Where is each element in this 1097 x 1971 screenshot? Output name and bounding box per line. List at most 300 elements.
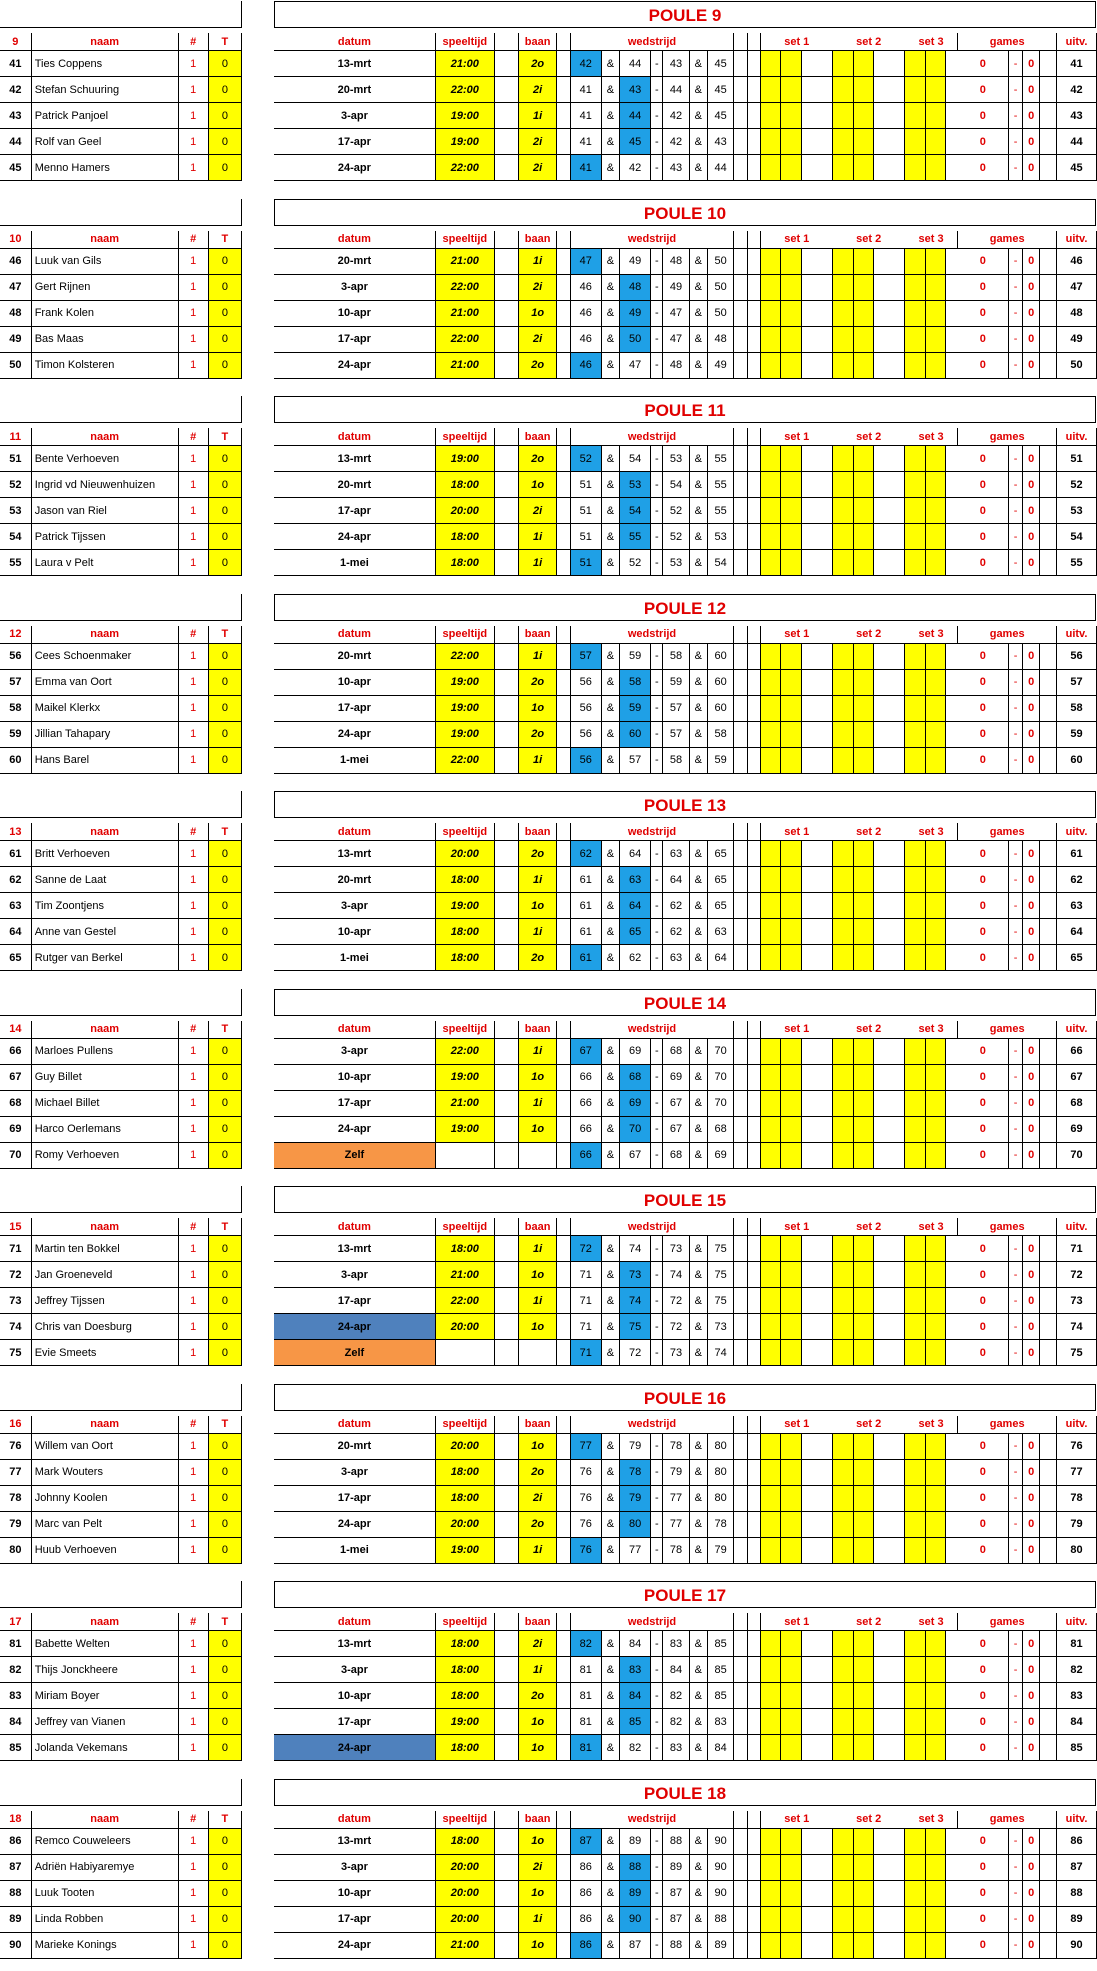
match-time[interactable]: 19:00 [435, 695, 494, 721]
match-time[interactable]: 20:00 [435, 1433, 494, 1459]
set2-score-a[interactable] [833, 1433, 853, 1459]
set1-score-a[interactable] [760, 498, 780, 524]
match-court[interactable]: 2o [518, 945, 557, 971]
player-t[interactable]: 0 [208, 1142, 241, 1168]
set1-score-b[interactable] [781, 893, 801, 919]
set3-score-a[interactable] [905, 498, 925, 524]
set1-score-b[interactable] [781, 1116, 801, 1142]
match-court[interactable]: 2i [518, 155, 557, 181]
set1-score-a[interactable] [760, 550, 780, 576]
set1-score-b[interactable] [781, 1262, 801, 1288]
player-t[interactable]: 0 [208, 248, 241, 274]
match-time[interactable]: 20:00 [435, 1314, 494, 1340]
player-t[interactable]: 0 [208, 274, 241, 300]
player-t[interactable]: 0 [208, 1038, 241, 1064]
match-court[interactable]: 2o [518, 1459, 557, 1485]
match-court[interactable]: 1o [518, 300, 557, 326]
set2-score-a[interactable] [833, 1511, 853, 1537]
player-t[interactable]: 0 [208, 1932, 241, 1958]
match-court[interactable]: 2o [518, 51, 557, 77]
set3-score-a[interactable] [905, 841, 925, 867]
match-time[interactable]: 19:00 [435, 1537, 494, 1563]
set2-score-a[interactable] [833, 919, 853, 945]
set1-score-a[interactable] [760, 1906, 780, 1932]
set3-score-b[interactable] [925, 1657, 945, 1683]
match-time[interactable]: 22:00 [435, 1038, 494, 1064]
set2-score-b[interactable] [853, 1262, 873, 1288]
player-t[interactable]: 0 [208, 721, 241, 747]
player-t[interactable]: 0 [208, 1485, 241, 1511]
set3-score-b[interactable] [925, 1090, 945, 1116]
match-time[interactable]: 18:00 [435, 867, 494, 893]
set3-score-a[interactable] [905, 51, 925, 77]
set2-score-a[interactable] [833, 643, 853, 669]
match-court[interactable]: 1o [518, 1433, 557, 1459]
set1-score-a[interactable] [760, 1038, 780, 1064]
set1-score-b[interactable] [781, 1932, 801, 1958]
match-time[interactable]: 20:00 [435, 1880, 494, 1906]
set2-score-b[interactable] [853, 77, 873, 103]
player-t[interactable]: 0 [208, 352, 241, 378]
set2-score-b[interactable] [853, 1116, 873, 1142]
match-time[interactable] [435, 1142, 494, 1168]
set2-score-a[interactable] [833, 103, 853, 129]
set1-score-b[interactable] [781, 867, 801, 893]
set2-score-a[interactable] [833, 1288, 853, 1314]
set2-score-b[interactable] [853, 1459, 873, 1485]
set3-score-a[interactable] [905, 1537, 925, 1563]
match-time[interactable]: 21:00 [435, 1932, 494, 1958]
set1-score-a[interactable] [760, 77, 780, 103]
set1-score-a[interactable] [760, 103, 780, 129]
set2-score-a[interactable] [833, 326, 853, 352]
set3-score-a[interactable] [905, 643, 925, 669]
match-time[interactable]: 18:00 [435, 550, 494, 576]
player-t[interactable]: 0 [208, 524, 241, 550]
set2-score-b[interactable] [853, 669, 873, 695]
set3-score-b[interactable] [925, 248, 945, 274]
set2-score-a[interactable] [833, 1459, 853, 1485]
match-court[interactable]: 2o [518, 1511, 557, 1537]
set3-score-b[interactable] [925, 1116, 945, 1142]
set3-score-a[interactable] [905, 919, 925, 945]
player-t[interactable]: 0 [208, 498, 241, 524]
player-t[interactable]: 0 [208, 1433, 241, 1459]
set1-score-a[interactable] [760, 1236, 780, 1262]
match-time[interactable]: 22:00 [435, 747, 494, 773]
set2-score-b[interactable] [853, 1537, 873, 1563]
match-time[interactable]: 18:00 [435, 1828, 494, 1854]
set3-score-b[interactable] [925, 1236, 945, 1262]
set2-score-a[interactable] [833, 1340, 853, 1366]
set3-score-b[interactable] [925, 498, 945, 524]
match-court[interactable] [518, 1142, 557, 1168]
match-time[interactable]: 22:00 [435, 1288, 494, 1314]
player-t[interactable]: 0 [208, 893, 241, 919]
set1-score-b[interactable] [781, 274, 801, 300]
set2-score-a[interactable] [833, 1657, 853, 1683]
match-court[interactable]: 2o [518, 841, 557, 867]
set3-score-b[interactable] [925, 1537, 945, 1563]
set1-score-a[interactable] [760, 446, 780, 472]
set1-score-a[interactable] [760, 248, 780, 274]
set1-score-b[interactable] [781, 919, 801, 945]
set3-score-a[interactable] [905, 1090, 925, 1116]
set3-score-a[interactable] [905, 77, 925, 103]
set2-score-b[interactable] [853, 103, 873, 129]
match-time[interactable]: 20:00 [435, 1511, 494, 1537]
set3-score-a[interactable] [905, 1932, 925, 1958]
match-court[interactable]: 1o [518, 1735, 557, 1761]
set1-score-b[interactable] [781, 248, 801, 274]
set3-score-b[interactable] [925, 1932, 945, 1958]
set1-score-b[interactable] [781, 155, 801, 181]
set2-score-a[interactable] [833, 155, 853, 181]
set2-score-b[interactable] [853, 1340, 873, 1366]
set1-score-a[interactable] [760, 1828, 780, 1854]
set1-score-b[interactable] [781, 352, 801, 378]
player-t[interactable]: 0 [208, 103, 241, 129]
set2-score-b[interactable] [853, 1433, 873, 1459]
player-t[interactable]: 0 [208, 1236, 241, 1262]
set2-score-a[interactable] [833, 1236, 853, 1262]
set1-score-a[interactable] [760, 643, 780, 669]
set2-score-a[interactable] [833, 1116, 853, 1142]
player-t[interactable]: 0 [208, 472, 241, 498]
set3-score-a[interactable] [905, 1880, 925, 1906]
set1-score-b[interactable] [781, 1735, 801, 1761]
set2-score-b[interactable] [853, 524, 873, 550]
match-court[interactable]: 1o [518, 1709, 557, 1735]
set3-score-b[interactable] [925, 51, 945, 77]
match-time[interactable]: 20:00 [435, 498, 494, 524]
set1-score-b[interactable] [781, 1906, 801, 1932]
match-court[interactable]: 1i [518, 747, 557, 773]
match-court[interactable]: 1i [518, 550, 557, 576]
set2-score-a[interactable] [833, 695, 853, 721]
set1-score-b[interactable] [781, 300, 801, 326]
set2-score-a[interactable] [833, 1064, 853, 1090]
set3-score-b[interactable] [925, 1262, 945, 1288]
set2-score-b[interactable] [853, 867, 873, 893]
match-court[interactable]: 2o [518, 669, 557, 695]
set2-score-a[interactable] [833, 1038, 853, 1064]
set3-score-b[interactable] [925, 446, 945, 472]
set2-score-a[interactable] [833, 669, 853, 695]
match-time[interactable]: 18:00 [435, 1735, 494, 1761]
set3-score-a[interactable] [905, 1511, 925, 1537]
set2-score-b[interactable] [853, 747, 873, 773]
set3-score-a[interactable] [905, 1459, 925, 1485]
set1-score-a[interactable] [760, 524, 780, 550]
set1-score-a[interactable] [760, 155, 780, 181]
set2-score-a[interactable] [833, 550, 853, 576]
set3-score-a[interactable] [905, 1433, 925, 1459]
match-time[interactable] [435, 1340, 494, 1366]
set1-score-a[interactable] [760, 1288, 780, 1314]
match-court[interactable]: 1o [518, 1116, 557, 1142]
set1-score-a[interactable] [760, 1683, 780, 1709]
set2-score-a[interactable] [833, 1709, 853, 1735]
set2-score-a[interactable] [833, 472, 853, 498]
set2-score-b[interactable] [853, 446, 873, 472]
match-court[interactable]: 1i [518, 1038, 557, 1064]
set3-score-b[interactable] [925, 893, 945, 919]
set2-score-a[interactable] [833, 1683, 853, 1709]
set1-score-b[interactable] [781, 1709, 801, 1735]
player-t[interactable]: 0 [208, 1657, 241, 1683]
match-court[interactable]: 2i [518, 326, 557, 352]
set1-score-b[interactable] [781, 472, 801, 498]
set3-score-b[interactable] [925, 1683, 945, 1709]
match-court[interactable]: 1i [518, 103, 557, 129]
player-t[interactable]: 0 [208, 1735, 241, 1761]
match-time[interactable]: 22:00 [435, 274, 494, 300]
set2-score-b[interactable] [853, 1683, 873, 1709]
set3-score-b[interactable] [925, 274, 945, 300]
set1-score-a[interactable] [760, 300, 780, 326]
set1-score-a[interactable] [760, 1116, 780, 1142]
set1-score-b[interactable] [781, 1537, 801, 1563]
match-time[interactable]: 19:00 [435, 893, 494, 919]
set2-score-b[interactable] [853, 155, 873, 181]
set1-score-b[interactable] [781, 103, 801, 129]
set3-score-b[interactable] [925, 1142, 945, 1168]
player-t[interactable]: 0 [208, 1828, 241, 1854]
set2-score-a[interactable] [833, 77, 853, 103]
set1-score-b[interactable] [781, 77, 801, 103]
set2-score-b[interactable] [853, 945, 873, 971]
set3-score-a[interactable] [905, 129, 925, 155]
set3-score-b[interactable] [925, 1906, 945, 1932]
set2-score-b[interactable] [853, 1038, 873, 1064]
match-court[interactable]: 1i [518, 867, 557, 893]
set2-score-a[interactable] [833, 1906, 853, 1932]
player-t[interactable]: 0 [208, 1090, 241, 1116]
set3-score-b[interactable] [925, 352, 945, 378]
player-t[interactable]: 0 [208, 1314, 241, 1340]
player-t[interactable]: 0 [208, 841, 241, 867]
set2-score-b[interactable] [853, 1657, 873, 1683]
set2-score-b[interactable] [853, 1314, 873, 1340]
set2-score-a[interactable] [833, 1537, 853, 1563]
set3-score-b[interactable] [925, 1854, 945, 1880]
player-t[interactable]: 0 [208, 1262, 241, 1288]
set2-score-b[interactable] [853, 1906, 873, 1932]
match-time[interactable]: 21:00 [435, 352, 494, 378]
set1-score-a[interactable] [760, 1631, 780, 1657]
set3-score-b[interactable] [925, 919, 945, 945]
player-t[interactable]: 0 [208, 1340, 241, 1366]
set1-score-b[interactable] [781, 1880, 801, 1906]
match-time[interactable]: 19:00 [435, 1709, 494, 1735]
player-t[interactable]: 0 [208, 550, 241, 576]
set2-score-a[interactable] [833, 1735, 853, 1761]
match-court[interactable]: 1i [518, 1906, 557, 1932]
set1-score-a[interactable] [760, 1735, 780, 1761]
set3-score-a[interactable] [905, 472, 925, 498]
set1-score-b[interactable] [781, 326, 801, 352]
set2-score-b[interactable] [853, 1142, 873, 1168]
set3-score-b[interactable] [925, 747, 945, 773]
set3-score-a[interactable] [905, 867, 925, 893]
match-court[interactable]: 1i [518, 1657, 557, 1683]
set2-score-a[interactable] [833, 945, 853, 971]
match-time[interactable]: 22:00 [435, 643, 494, 669]
set1-score-a[interactable] [760, 1709, 780, 1735]
set2-score-b[interactable] [853, 1709, 873, 1735]
set1-score-b[interactable] [781, 446, 801, 472]
player-t[interactable]: 0 [208, 1631, 241, 1657]
set1-score-b[interactable] [781, 1683, 801, 1709]
set2-score-a[interactable] [833, 1631, 853, 1657]
match-time[interactable]: 19:00 [435, 1116, 494, 1142]
set1-score-b[interactable] [781, 1038, 801, 1064]
set1-score-a[interactable] [760, 1511, 780, 1537]
set2-score-b[interactable] [853, 472, 873, 498]
set2-score-b[interactable] [853, 1880, 873, 1906]
set3-score-a[interactable] [905, 248, 925, 274]
match-time[interactable]: 19:00 [435, 669, 494, 695]
set3-score-b[interactable] [925, 155, 945, 181]
set1-score-b[interactable] [781, 1511, 801, 1537]
set3-score-a[interactable] [905, 524, 925, 550]
set1-score-a[interactable] [760, 1537, 780, 1563]
set3-score-a[interactable] [905, 945, 925, 971]
set3-score-a[interactable] [905, 103, 925, 129]
set1-score-b[interactable] [781, 1314, 801, 1340]
player-t[interactable]: 0 [208, 695, 241, 721]
set1-score-a[interactable] [760, 472, 780, 498]
match-court[interactable]: 2i [518, 129, 557, 155]
set3-score-a[interactable] [905, 1142, 925, 1168]
set2-score-a[interactable] [833, 867, 853, 893]
match-time[interactable]: 18:00 [435, 919, 494, 945]
match-court[interactable]: 2i [518, 498, 557, 524]
set1-score-a[interactable] [760, 1090, 780, 1116]
match-time[interactable]: 18:00 [435, 1657, 494, 1683]
match-court[interactable]: 2o [518, 352, 557, 378]
set1-score-a[interactable] [760, 1433, 780, 1459]
set2-score-a[interactable] [833, 1854, 853, 1880]
set3-score-b[interactable] [925, 1735, 945, 1761]
set2-score-a[interactable] [833, 747, 853, 773]
match-court[interactable]: 2o [518, 446, 557, 472]
match-time[interactable]: 20:00 [435, 1854, 494, 1880]
set2-score-b[interactable] [853, 695, 873, 721]
set1-score-b[interactable] [781, 669, 801, 695]
set2-score-b[interactable] [853, 352, 873, 378]
set3-score-a[interactable] [905, 155, 925, 181]
set1-score-a[interactable] [760, 867, 780, 893]
set1-score-b[interactable] [781, 1657, 801, 1683]
set3-score-a[interactable] [905, 1262, 925, 1288]
set1-score-b[interactable] [781, 1142, 801, 1168]
set3-score-a[interactable] [905, 352, 925, 378]
set1-score-a[interactable] [760, 1142, 780, 1168]
match-time[interactable]: 19:00 [435, 103, 494, 129]
set2-score-b[interactable] [853, 643, 873, 669]
set3-score-b[interactable] [925, 1433, 945, 1459]
set3-score-b[interactable] [925, 721, 945, 747]
match-court[interactable]: 1o [518, 1880, 557, 1906]
set1-score-a[interactable] [760, 747, 780, 773]
match-court[interactable]: 2i [518, 77, 557, 103]
match-court[interactable]: 2i [518, 1854, 557, 1880]
set3-score-a[interactable] [905, 1828, 925, 1854]
set3-score-b[interactable] [925, 945, 945, 971]
set1-score-a[interactable] [760, 51, 780, 77]
set2-score-b[interactable] [853, 1932, 873, 1958]
set3-score-a[interactable] [905, 550, 925, 576]
match-time[interactable]: 21:00 [435, 300, 494, 326]
set3-score-a[interactable] [905, 747, 925, 773]
match-time[interactable]: 18:00 [435, 1485, 494, 1511]
set1-score-b[interactable] [781, 550, 801, 576]
set2-score-b[interactable] [853, 326, 873, 352]
match-court[interactable]: 1i [518, 919, 557, 945]
player-t[interactable]: 0 [208, 155, 241, 181]
set2-score-a[interactable] [833, 1142, 853, 1168]
set2-score-a[interactable] [833, 129, 853, 155]
match-time[interactable]: 18:00 [435, 524, 494, 550]
set2-score-b[interactable] [853, 550, 873, 576]
match-court[interactable]: 2i [518, 274, 557, 300]
set1-score-a[interactable] [760, 841, 780, 867]
match-court[interactable]: 2o [518, 721, 557, 747]
match-court[interactable]: 1i [518, 1090, 557, 1116]
set1-score-b[interactable] [781, 129, 801, 155]
set3-score-b[interactable] [925, 300, 945, 326]
player-t[interactable]: 0 [208, 1854, 241, 1880]
set1-score-b[interactable] [781, 1340, 801, 1366]
player-t[interactable]: 0 [208, 867, 241, 893]
set3-score-b[interactable] [925, 1038, 945, 1064]
player-t[interactable]: 0 [208, 1511, 241, 1537]
set3-score-b[interactable] [925, 472, 945, 498]
set2-score-b[interactable] [853, 1064, 873, 1090]
player-t[interactable]: 0 [208, 77, 241, 103]
set2-score-a[interactable] [833, 1485, 853, 1511]
set1-score-b[interactable] [781, 1828, 801, 1854]
set3-score-a[interactable] [905, 1288, 925, 1314]
set3-score-b[interactable] [925, 103, 945, 129]
match-time[interactable]: 20:00 [435, 841, 494, 867]
set1-score-b[interactable] [781, 945, 801, 971]
set3-score-a[interactable] [905, 1683, 925, 1709]
player-t[interactable]: 0 [208, 1064, 241, 1090]
set3-score-b[interactable] [925, 550, 945, 576]
set2-score-a[interactable] [833, 1932, 853, 1958]
set2-score-b[interactable] [853, 1735, 873, 1761]
set3-score-b[interactable] [925, 1459, 945, 1485]
set3-score-b[interactable] [925, 1880, 945, 1906]
set1-score-b[interactable] [781, 1090, 801, 1116]
set3-score-a[interactable] [905, 1116, 925, 1142]
match-court[interactable]: 1i [518, 1236, 557, 1262]
set2-score-b[interactable] [853, 1090, 873, 1116]
set2-score-a[interactable] [833, 1314, 853, 1340]
match-time[interactable]: 21:00 [435, 51, 494, 77]
set1-score-a[interactable] [760, 721, 780, 747]
set3-score-b[interactable] [925, 643, 945, 669]
player-t[interactable]: 0 [208, 1906, 241, 1932]
set3-score-b[interactable] [925, 867, 945, 893]
set3-score-a[interactable] [905, 1236, 925, 1262]
match-court[interactable]: 2i [518, 1631, 557, 1657]
set2-score-b[interactable] [853, 1485, 873, 1511]
match-time[interactable]: 18:00 [435, 1631, 494, 1657]
